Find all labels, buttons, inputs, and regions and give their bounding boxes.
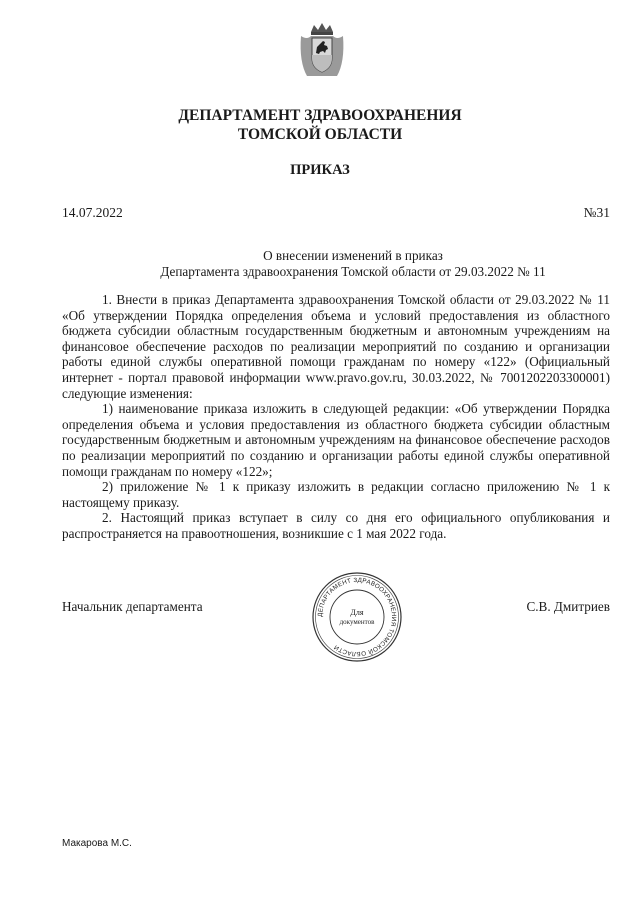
stamp-center-line2: документов bbox=[339, 618, 375, 626]
subject-line2: Департамента здравоохранения Томской области от 29.03.2022 № 11 bbox=[160, 264, 546, 279]
order-body bbox=[62, 292, 610, 542]
coat-of-arms-icon bbox=[299, 22, 345, 78]
paragraph-2: 2. Настоящий приказ вступает в силу со дня его официального опубликования и распространяется на правоотношения, возникшие с 1 мая 2022 года. bbox=[62, 510, 610, 541]
order-date: 14.07.2022 bbox=[62, 205, 123, 220]
order-number: №31 bbox=[583, 205, 610, 220]
stamp-ring-text: ДЕПАРТАМЕНТ ЗДРАВООХРАНЕНИЯ ТОМСКОЙ ОБЛАСТИ bbox=[316, 576, 398, 658]
order-subject bbox=[0, 248, 640, 280]
signatory-name: С.В. Дмитриев bbox=[526, 599, 610, 614]
department-name bbox=[0, 106, 640, 144]
paragraph-1-2: 2) приложение № 1 к приказу изложить в редакции согласно приложению № 1 к настоящему приказу. bbox=[62, 479, 610, 510]
stamp-center-line1: Для bbox=[350, 608, 364, 617]
executor-name: Макарова М.С. bbox=[62, 838, 132, 849]
subject-line1: О внесении изменений в приказ bbox=[263, 248, 443, 263]
official-stamp bbox=[311, 571, 403, 663]
department-name-line2: ТОМСКОЙ ОБЛАСТИ bbox=[237, 126, 403, 143]
document-type: ПРИКАЗ bbox=[290, 162, 350, 178]
svg-text:ДЕПАРТАМЕНТ ЗДРАВООХРАНЕНИЯ ТО bbox=[317, 577, 397, 657]
paragraph-1-1: 1) наименование приказа изложить в следующей редакции: «Об утверждении Порядка определения объема и условия предоставления из областного бюджета субсидии областным государственным бюджетным и автономным учреждениям на финансовое обеспечение расходов по реализации мероприятий по созданию и организации работы единой службы оперативной помощи гражданам по номеру «122»; bbox=[62, 401, 610, 479]
paragraph-1: 1. Внести в приказ Департамента здравоохранения Томской области от 29.03.2022 № 11 «Об утверждении Порядка определения объема и условий предоставления из областного бюджета субсидии областным государственным бюджетным и автономным учреждениям на финансовое обеспечение расходов по реализации мероприятий по созданию и организации работы единой службы оперативной помощи гражданам по номеру «122» (Официальный интернет - портал правовой информации www.pravo.gov.ru, 30.03.2022, № 7001202203300001) следующие изменения: bbox=[62, 292, 610, 401]
signatory-title: Начальник департамента bbox=[62, 599, 203, 614]
department-name-line1: ДЕПАРТАМЕНТ ЗДРАВООХРАНЕНИЯ bbox=[178, 107, 462, 124]
